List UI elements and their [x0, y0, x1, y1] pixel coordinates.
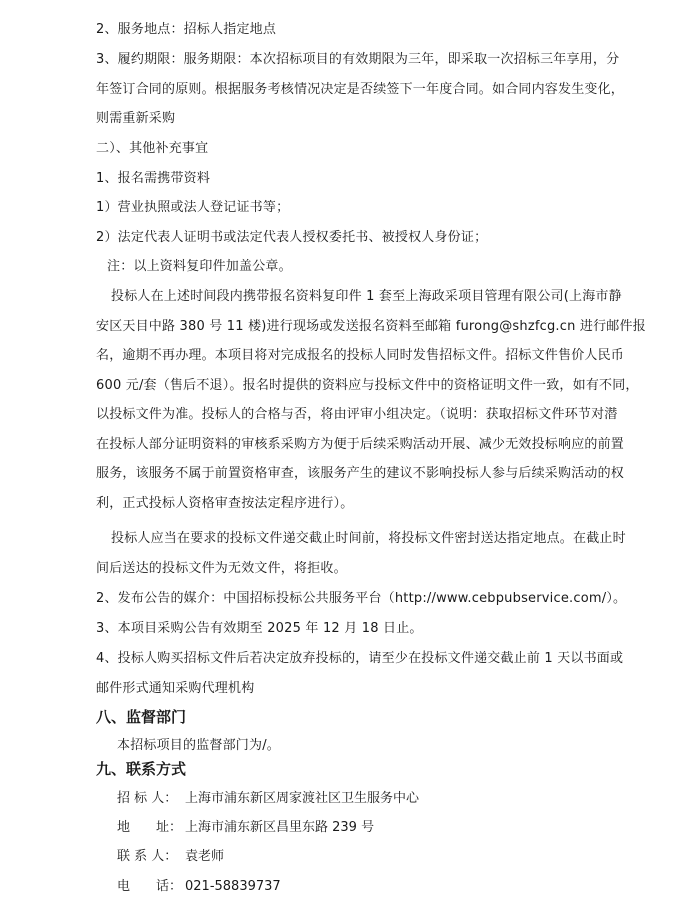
text-line: 4、投标人购买招标文件后若决定放弃投标的，请至少在投标文件递交截止前 1 天以书面或 — [96, 651, 624, 666]
registration-materials-paragraph — [0, 164, 696, 194]
business-license-item — [0, 193, 696, 223]
text-line: 2、发布公告的媒介：中国招标投标公共服务平台（http://www.cebpubservice.com/）。 — [96, 591, 627, 606]
contact-row-bidder — [117, 788, 419, 810]
contact-value: 袁老师 — [185, 849, 225, 864]
legal-representative-item — [0, 223, 696, 253]
contact-label: 联 系 人： — [117, 849, 178, 864]
text-line: 名，逾期不再办理。本项目将对完成报名的投标人同时发售招标文件。招标文件售价人民币 — [96, 348, 625, 363]
contact-value: 021-58839737 — [185, 879, 281, 894]
text-line: 服务，该服务不属于前置资格审查，该服务产生的建议不影响投标人参与后续采购活动的权 — [96, 466, 625, 481]
section-heading-supervision: 八、监督部门 — [96, 708, 187, 726]
supervision-paragraph — [0, 731, 696, 761]
bid-submission-paragraph — [0, 524, 696, 583]
text-line: 3、履约期限：服务期限：本次招标项目的有效期限为三年，即采取一次招标三年享用，分 — [96, 52, 620, 67]
contact-row-person — [117, 846, 224, 868]
text-line: 利，正式投标人资格审查按法定程序进行）。 — [96, 495, 354, 511]
text-line: 在投标人部分证明资料的审核系采购方为便于后续采购活动开展、减少无效投标响应的前置 — [96, 436, 625, 452]
text-line: 3、本项目采购公告有效期至 2025 年 12 月 18 日止。 — [96, 621, 423, 636]
contact-row-phone — [117, 876, 281, 898]
text-line: 间后送达的投标文件为无效文件，将拒收。 — [96, 560, 347, 576]
section-heading-contact: 九、联系方式 — [96, 760, 187, 778]
text-line: 600 元/套（售后不退）。报名时提供的资料应与投标文件中的资格证明文件一致，如有不同， — [96, 377, 639, 393]
text-line: 以投标文件为准。投标人的合格与否，将由评审小组决定。（说明：获取招标文件环节对潜 — [96, 407, 618, 422]
text-line: 2、服务地点：招标人指定地点 — [96, 22, 277, 37]
text-line: 1）营业执照或法人登记证书等； — [96, 200, 290, 215]
service-location-paragraph — [0, 15, 696, 45]
contact-row-address — [117, 817, 374, 839]
text-line: 本招标项目的监督部门为/。 — [117, 738, 280, 753]
text-line: 邮件形式通知采购代理机构 — [96, 680, 255, 696]
announcement-validity-paragraph — [0, 614, 696, 644]
performance-period-paragraph — [0, 45, 696, 134]
text-line: 年签订合同的原则。根据服务考核情况决定是否续签下一年度合同。如合同内容发生变化， — [96, 81, 625, 97]
note-paragraph — [0, 252, 696, 282]
text-line: 则需重新采购 — [96, 111, 176, 126]
other-matters-subheading — [0, 134, 696, 164]
contact-label: 招 标 人： — [117, 791, 178, 806]
contact-value: 上海市浦东新区周家渡社区卫生服务中心 — [185, 791, 420, 806]
publication-media-paragraph — [0, 584, 696, 614]
text-line: 二）、其他补充事宜 — [96, 141, 209, 156]
text-line: 注：以上资料复印件加盖公章。 — [107, 259, 292, 274]
withdrawal-notice-paragraph — [0, 644, 696, 703]
text-line: 安区天目中路 380 号 11 楼)进行现场或发送报名资料至邮箱 furong@shzfcg.cn 进行邮件报 — [96, 318, 646, 334]
text-line: 投标人应当在要求的投标文件递交截止时间前，将投标文件密封送达指定地点。在截止时 — [111, 531, 626, 546]
text-line: 投标人在上述时间段内携带报名资料复印件 1 套至上海政采项目管理有限公司(上海市静 — [111, 289, 622, 304]
text-line: 1、报名需携带资料 — [96, 171, 211, 186]
contact-label: 电 话： — [117, 879, 183, 894]
text-line: 2）法定代表人证明书或法定代表人授权委托书、被授权人身份证； — [96, 230, 488, 245]
registration-procedure-paragraph — [0, 282, 696, 518]
contact-value: 上海市浦东新区昌里东路 239 号 — [185, 820, 375, 835]
contact-label: 地 址： — [117, 820, 183, 835]
